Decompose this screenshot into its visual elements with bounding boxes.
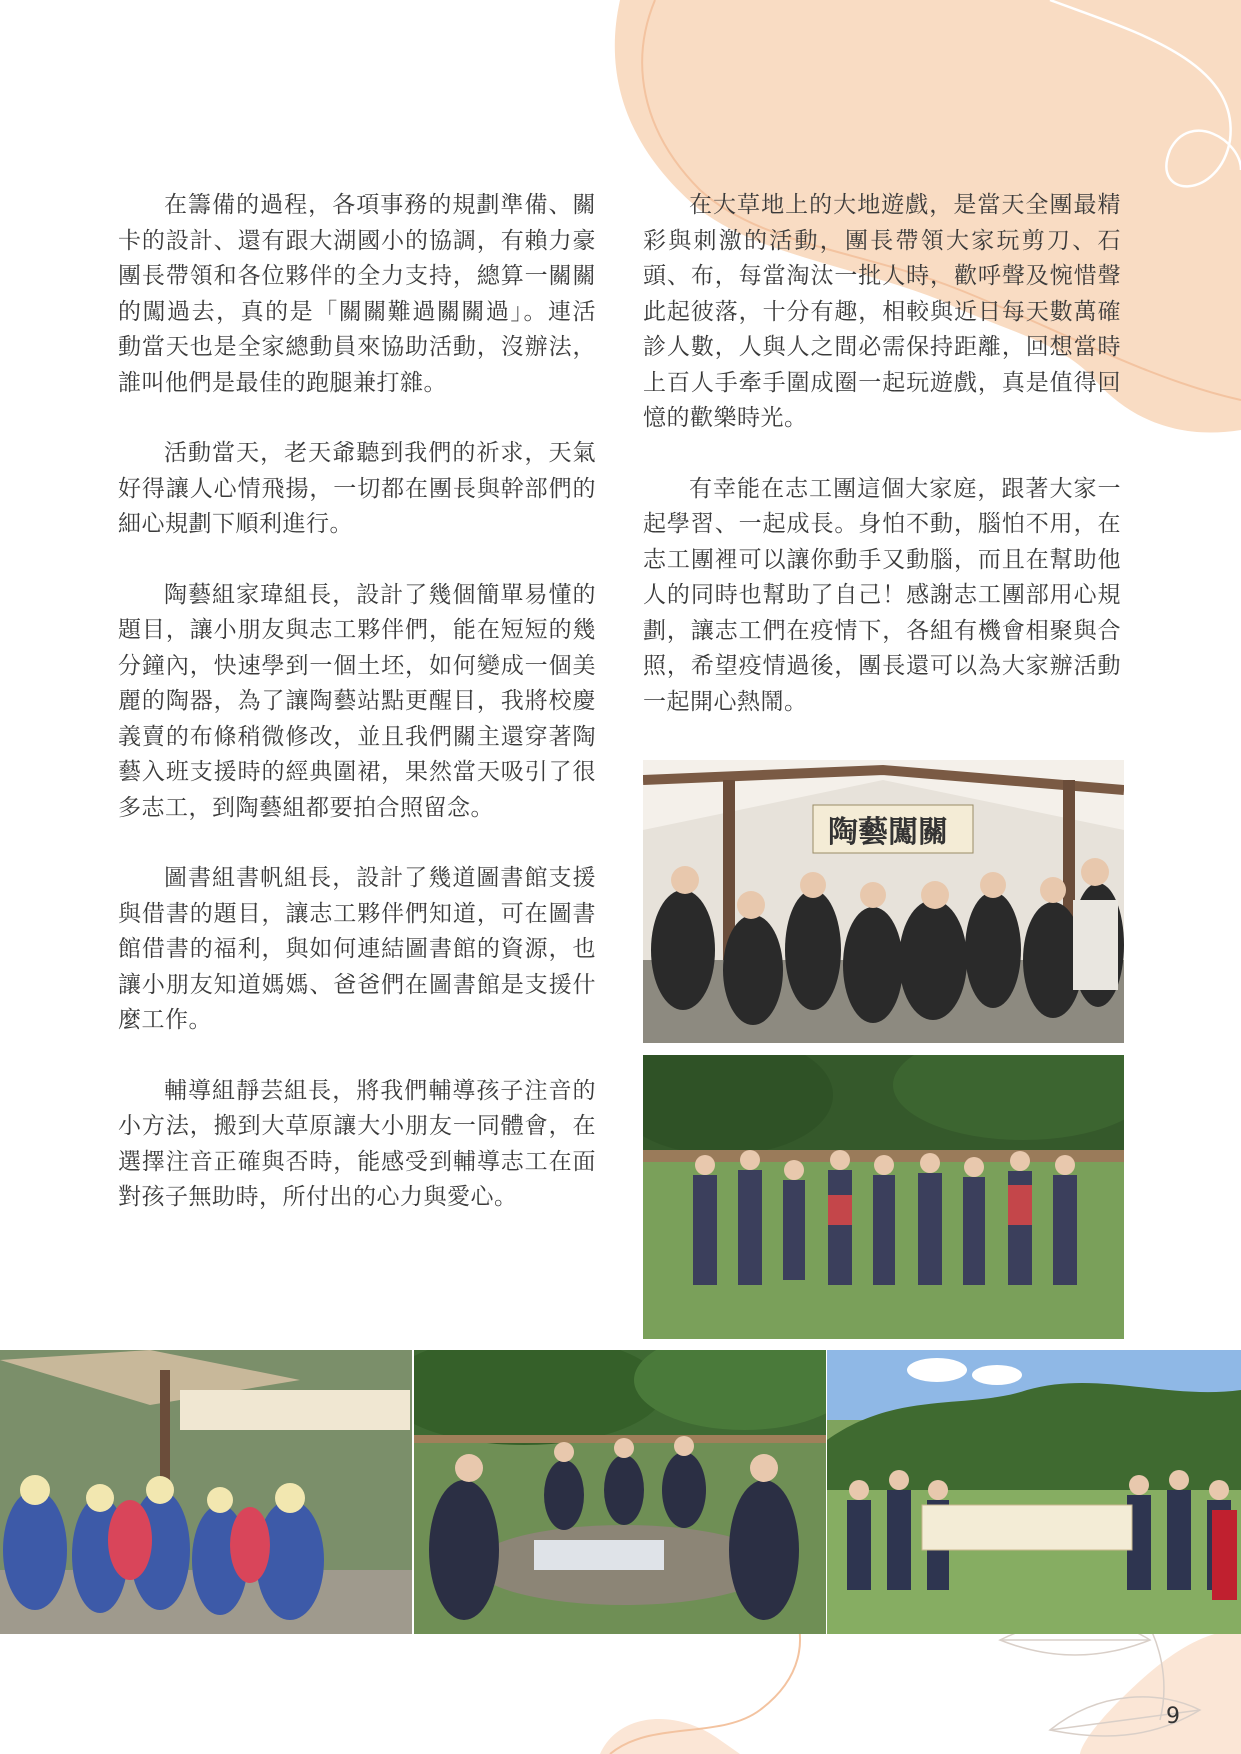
paragraph-gratitude: 有幸能在志工團這個大家庭，跟著大家一起學習、一起成長。身怕不動，腦怕不用，在志工團裡可以讓你動手又動腦，而且在幫助他人的同時也幫助了自己！感謝志工團部用心規劃，讓志工們在疫情下，各組有機會相聚與合照，希望疫情過後，團長還可以為大家辦活動一起開心熱鬧。 [643,475,1121,715]
bottom-peach-blob-left [600,1719,740,1754]
banner-text: 陶藝闖關 [828,815,948,850]
left-column [118,188,596,1251]
photo-pavilion-children [0,1350,412,1634]
paragraph-counseling-group: 輔導組靜芸組長，將我們輔導孩子注音的小方法，搬到大草原讓大小朋友一同體會，在選擇注音正確與否時，能感受到輔導志工在面對孩子無助時，所付出的心力與愛心。 [118,1077,596,1210]
paragraph-preparation: 在籌備的過程，各項事務的規劃準備、關卡的設計、還有跟大湖國小的協調，有賴力豪團長帶領和各位夥伴的全力支持，總算一關關的闖過去，真的是「關關難過關關過」。連活動當天也是全家總動員來協助活動，沒辦法，誰叫他們是最佳的跑腿兼打雜。 [118,192,596,396]
photo-pavilion-group [643,760,1124,1043]
page-number: 9 [1166,1704,1180,1729]
paragraph-pottery-group: 陶藝組家瑋組長，設計了幾個簡單易懂的題目，讓小朋友與志工夥伴們，能在短短的幾分鐘內，快速學到一個土坯，如何變成一個美麗的陶器，為了讓陶藝站點更醒目，我將校慶義賣的布條稍微修改，並且我們關主還穿著陶藝入班支援時的經典圍裙，果然當天吸引了很多志工，到陶藝組都要拍合照留念。 [118,581,596,821]
photo-picnic-table [414,1350,826,1634]
paragraph-event-day: 活動當天，老天爺聽到我們的祈求，天氣好得讓人心情飛揚，一切都在團長與幹部們的細心規劃下順利進行。 [118,440,596,537]
photo-lawn-group [643,1055,1124,1339]
right-column [643,188,1121,755]
photo-hills-group [827,1350,1241,1634]
paragraph-field-game: 在大草地上的大地遊戲，是當天全團最精彩與刺激的活動，團長帶領大家玩剪刀、石頭、布，每當淘汰一批人時，歡呼聲及惋惜聲此起彼落，十分有趣，相較與近日每天數萬確診人數，人與人之間必需保持距離，回想當時上百人手牽手圍成圈一起玩遊戲，真是值得回憶的歡樂時光。 [643,192,1121,431]
paragraph-library-group: 圖書組書帆組長，設計了幾道圖書館支援與借書的題目，讓志工夥伴們知道，可在圖書館借書的福利，與如何連結圖書館的資源，也讓小朋友知道媽媽、爸爸們在圖書館是支援什麼工作。 [118,865,596,1033]
